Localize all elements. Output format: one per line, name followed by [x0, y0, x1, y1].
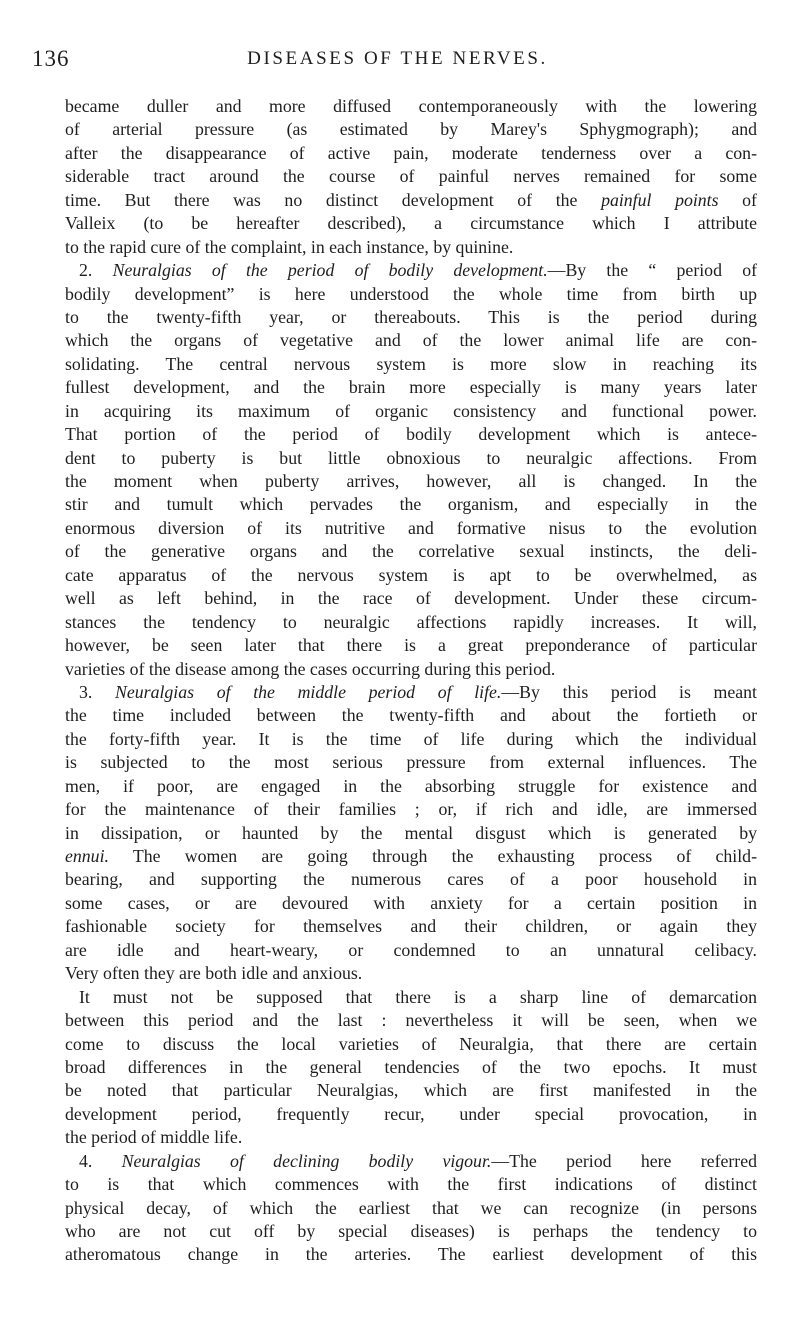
text-run: cate apparatus of the nervous system is apt to be overwhelmed, as	[65, 564, 757, 585]
text-line	[65, 118, 757, 141]
text-line	[65, 564, 757, 587]
text-run: bearing, and supporting the numerous cares of a poor household in	[65, 869, 757, 890]
text-run: the time included between the twenty-fifth and about the fortieth or	[65, 705, 757, 726]
text-run: in acquiring its maximum of organic consistency and functional power.	[65, 400, 757, 421]
text-line	[65, 329, 757, 352]
text-line	[65, 986, 757, 1009]
text-line	[65, 142, 757, 165]
text-run: physical decay, of which the earliest that we can recognize (in persons	[65, 1197, 757, 1218]
text-run: fashionable society for themselves and their children, or again they	[65, 916, 757, 937]
text-run: varieties of the disease among the cases occurring during this period.	[65, 658, 556, 679]
text-line	[65, 1243, 757, 1266]
text-line	[65, 751, 757, 774]
text-run: to the rapid cure of the complaint, in each instance, by quinine.	[65, 236, 514, 257]
text-run: —By the “ period of	[547, 260, 757, 281]
text-run: some cases, or are devoured with anxiety for a certain position in	[65, 892, 757, 913]
text-line	[65, 189, 757, 212]
text-line	[65, 822, 757, 845]
text-line	[65, 658, 757, 681]
text-line	[65, 236, 757, 259]
text-run: stances the tendency to neuralgic affections rapidly increases. It will,	[65, 611, 757, 632]
page-header	[32, 46, 763, 82]
text-line	[65, 775, 757, 798]
text-run: for the maintenance of their families ; or, if rich and idle, are immersed	[65, 799, 757, 820]
text-line	[65, 283, 757, 306]
text-run: of	[718, 189, 757, 210]
italic-text: Neuralgias of declining bodily vigour.	[121, 1150, 492, 1171]
text-run: come to discuss the local varieties of Neuralgia, that there are certain	[65, 1033, 757, 1054]
text-run: —The period here referred	[491, 1150, 757, 1171]
text-run: the forty-fifth year. It is the time of life during which the individual	[65, 728, 757, 749]
text-line	[65, 212, 757, 235]
text-run: to the twenty-fifth year, or thereabouts. This is the period during	[65, 306, 757, 327]
text-run: who are not cut off by special diseases) is perhaps the tendency to	[65, 1221, 757, 1241]
text-line	[65, 1126, 757, 1149]
text-run: —By this period is meant	[501, 681, 757, 702]
body-text	[65, 95, 757, 1267]
text-line	[65, 1033, 757, 1056]
text-run: That portion of the period of bodily development which is antece-	[65, 424, 757, 445]
text-run: 2.	[79, 260, 113, 281]
text-line	[65, 1056, 757, 1079]
text-run: 3.	[79, 681, 115, 702]
italic-text: Neuralgias of the period of bodily development.	[112, 260, 548, 281]
text-line	[65, 400, 757, 423]
text-run: is subjected to the most serious pressure from external influences. The	[65, 752, 757, 773]
text-line	[65, 728, 757, 751]
text-line	[65, 165, 757, 188]
text-run: 4.	[79, 1150, 122, 1171]
text-line	[65, 1150, 757, 1173]
text-run: of the generative organs and the correlative sexual instincts, the deli-	[65, 541, 757, 562]
text-run: to is that which commences with the first indications of distinct	[65, 1174, 757, 1195]
text-line	[65, 95, 757, 118]
text-line	[65, 470, 757, 493]
text-run: be noted that particular Neuralgias, which are first manifested in the	[65, 1080, 757, 1101]
text-run: the moment when puberty arrives, however, all is changed. In the	[65, 471, 757, 491]
text-line	[65, 798, 757, 821]
text-line	[65, 681, 757, 704]
text-run: bodily development” is here understood the whole time from birth up	[65, 283, 757, 304]
text-run: The women are going through the exhausting process of child-	[108, 846, 757, 866]
text-run: atheromatous change in the arteries. The earliest development of this	[65, 1244, 757, 1265]
italic-text: Neuralgias of the middle period of life.	[115, 681, 502, 702]
text-run: enormous diversion of its nutritive and formative nisus to the evolution	[65, 517, 757, 538]
text-line	[65, 868, 757, 891]
text-run: well as left behind, in the race of development. Under these circum-	[65, 588, 757, 609]
text-line	[65, 353, 757, 376]
text-line	[65, 1197, 757, 1220]
text-line	[65, 1220, 757, 1243]
page-number: 136	[32, 46, 70, 71]
text-run: became duller and more diffused contemporaneously with the lowering	[65, 96, 757, 116]
text-run: dent to puberty is but little obnoxious to neuralgic affections. From	[65, 447, 757, 468]
text-line	[65, 634, 757, 657]
text-line	[65, 493, 757, 516]
text-line	[65, 845, 757, 868]
text-run: after the disappearance of active pain, moderate tenderness over a con-	[65, 142, 757, 163]
text-run: Valleix (to be hereafter described), a circumstance which I attribute	[65, 213, 757, 234]
text-line	[65, 611, 757, 634]
text-run: development period, frequently recur, under special provocation, in	[65, 1103, 757, 1124]
text-line	[65, 1009, 757, 1032]
text-line	[65, 587, 757, 610]
text-run: solidating. The central nervous system is more slow in reaching its	[65, 353, 757, 374]
text-run: between this period and the last : nevertheless it will be seen, when we	[65, 1010, 757, 1031]
text-line	[65, 939, 757, 962]
italic-text: painful points	[601, 189, 719, 210]
text-line	[65, 1079, 757, 1102]
text-run: Very often they are both idle and anxious.	[65, 963, 363, 984]
text-run: however, be seen later that there is a great preponderance of particular	[65, 635, 757, 656]
text-run: of arterial pressure (as estimated by Marey's Sphygmograph); and	[65, 119, 757, 140]
text-line	[65, 962, 757, 985]
text-line	[65, 892, 757, 915]
text-line	[65, 306, 757, 329]
text-line	[65, 447, 757, 470]
text-run: stir and tumult which pervades the organism, and especially in the	[65, 494, 757, 515]
text-run: the period of middle life.	[65, 1127, 243, 1148]
text-run: in dissipation, or haunted by the mental disgust which is generated by	[65, 822, 757, 843]
text-run: broad differences in the general tendencies of the two epochs. It must	[65, 1056, 757, 1077]
text-line	[65, 1103, 757, 1126]
text-run: siderable tract around the course of painful nerves remained for some	[65, 166, 757, 187]
text-line	[65, 259, 757, 282]
text-line	[65, 704, 757, 727]
text-line	[65, 376, 757, 399]
text-run: men, if poor, are engaged in the absorbing struggle for existence and	[65, 775, 757, 796]
text-run: time. But there was no distinct development of the	[65, 189, 602, 210]
text-line	[65, 540, 757, 563]
text-run: fullest development, and the brain more especially is many years later	[65, 377, 757, 398]
text-run: It must not be supposed that there is a sharp line of demarcation	[79, 986, 757, 1007]
text-run: are idle and heart-weary, or condemned to an unnatural celibacy.	[65, 939, 757, 960]
text-line	[65, 517, 757, 540]
italic-text: ennui.	[65, 846, 109, 866]
text-run: which the organs of vegetative and of the lower animal life are con-	[65, 330, 757, 351]
text-line	[65, 423, 757, 446]
text-line	[65, 915, 757, 938]
text-line	[65, 1173, 757, 1196]
running-head: DISEASES OF THE NERVES.	[247, 48, 548, 69]
